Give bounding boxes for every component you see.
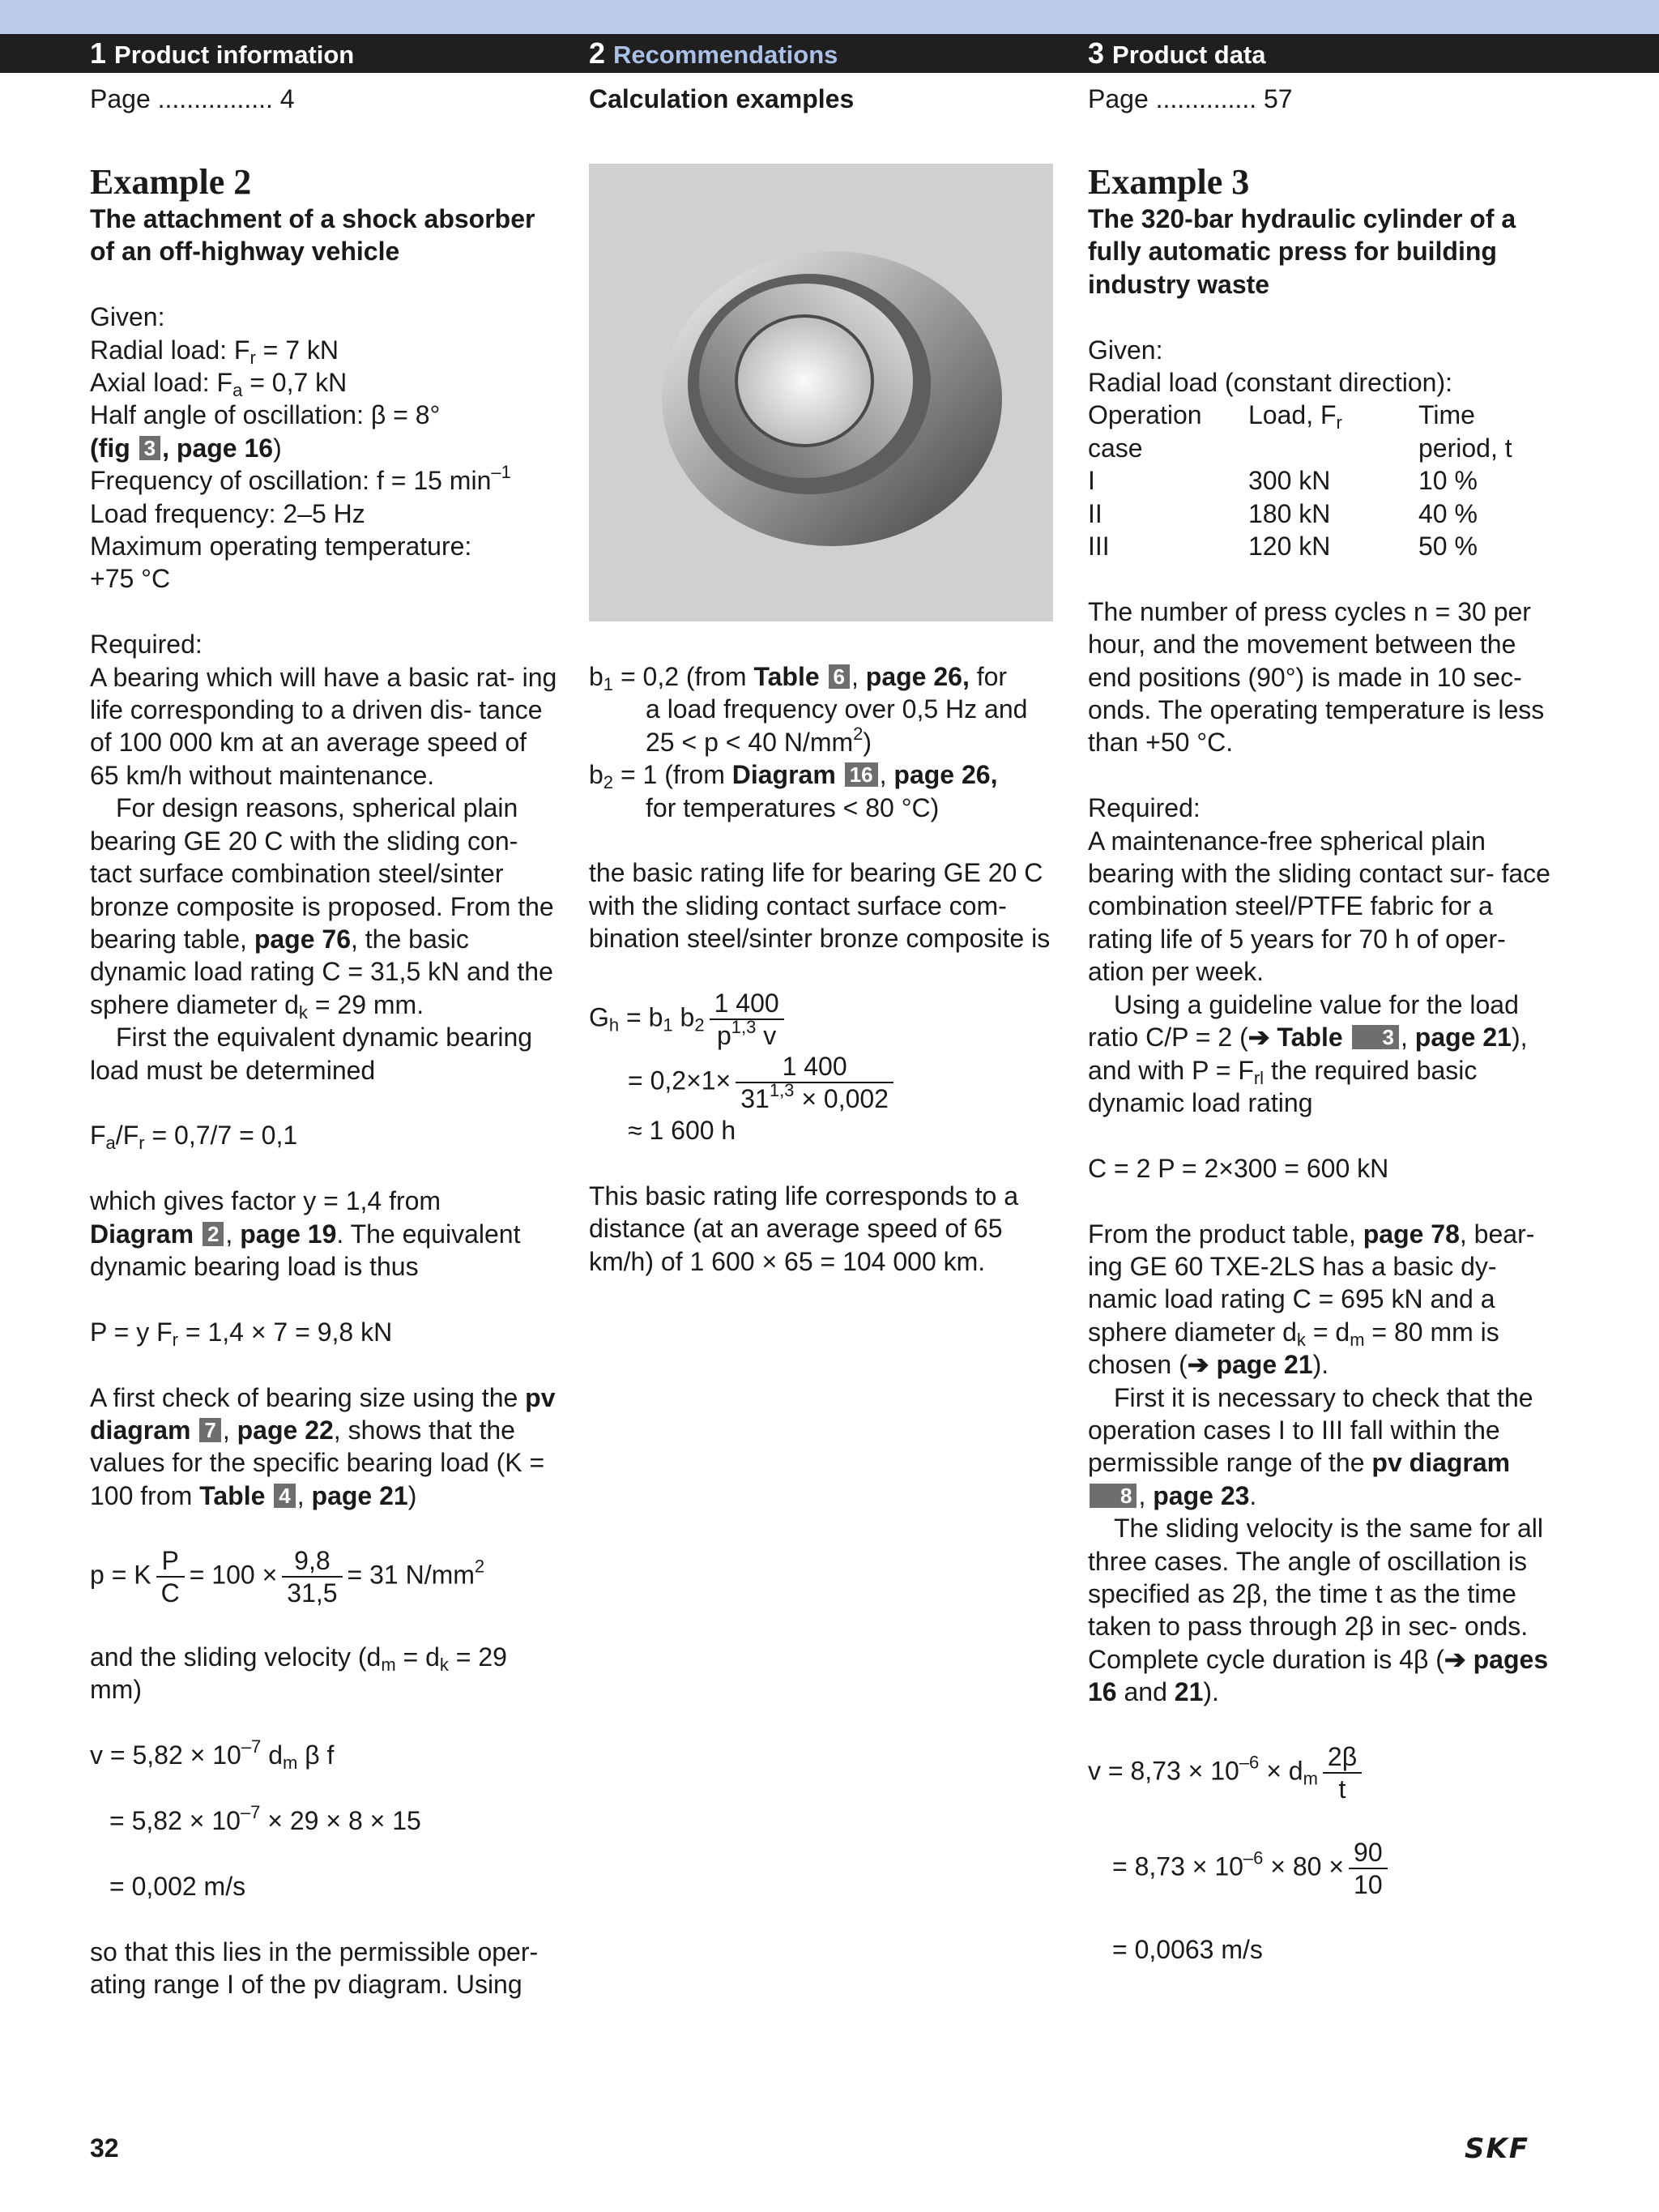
page-link-left[interactable]: Page ................ 4 [90,84,295,113]
v-formula-2: = $8,73 \times 10^{-6} \times 80$ × $\frac{90}{10}$ [1088,1837,1558,1900]
b2-line: $b_2 = 1$ (from Diagram 16 , page 26, [589,760,998,793]
section-title: Calculation examples [589,84,855,113]
tab-label: Product data [1112,41,1266,69]
v-formula-3: = 0,0063 m/s [1112,1934,1263,1964]
b1-line: $b_1 = 0,2$ (from Table 6 , page 26, for [589,662,1008,694]
given-label: Given: [90,302,165,332]
table-cell: 120 kN [1248,532,1331,562]
diagram-ref-box[interactable]: 2 [203,1222,224,1246]
table-cell: 10 % [1418,466,1478,496]
middle-column [589,660,1067,1278]
pv-ref-box[interactable]: 8 [1090,1484,1137,1508]
example-3-subtitle: The 320-bar hydraulic cylinder of a fully automatic press for building industry waste [1088,204,1516,299]
required-label: Required: [90,630,203,660]
b1-line-2: a load frequency over 0,5 Hz and [646,694,1028,724]
table-ref-box[interactable]: 4 [274,1484,295,1508]
first-text: First it is necessary to check that the operation cases I to III fall within the permissible range of the pv diagram 8 , page 23. [1088,1382,1533,1510]
ratio-equation: $F_a/F_r = 0,7/7 = 0,1$ [90,1121,298,1154]
tab-label: Product information [114,41,355,69]
p-formula: p = K $\frac{P}{C}$ = 100 × $\frac{9,8}{31,5}$ = 31 $N/mm^2$ [90,1545,485,1608]
table-header: Time [1418,400,1475,430]
page-link-right[interactable]: Page .............. 57 [1088,84,1293,113]
top-color-band [0,0,1659,34]
example-2-title: Example 2 [90,162,252,202]
max-temp-label: Maximum operating temperature: [90,532,472,562]
table-cell: 180 kN [1248,498,1331,528]
bearing-photo [589,164,1053,621]
table-ref-box[interactable]: 6 [829,664,850,689]
table-cell: III [1088,532,1110,562]
arrow-icon: ➔ [1247,1023,1270,1053]
tab-product-information[interactable] [90,34,354,73]
max-temp-value: +75 °C [90,564,171,594]
radial-load: Radial load: $F_r = 7$ kN [90,335,339,368]
arrow-icon: ➔ [1187,1350,1209,1380]
table-cell: 50 % [1418,532,1478,562]
right-column [1088,162,1558,1966]
tab-number: 1 [90,36,107,70]
p-equation: P = y $F_r = 1,4 \times 7 = 9,8$ kN [90,1317,393,1350]
tab-recommendations[interactable] [589,34,838,73]
first-text: First the equivalent dynamic bearing load must be determined [90,1023,533,1085]
required-text: A maintenance-free spherical plain bearing with the sliding contact sur- face combination steel/PTFE fabric for a rating life of 5 years for 70 h of oper- ation per week. [1088,826,1550,987]
sliding-text: The sliding velocity is the same for all three cases. The angle of oscillation is specified as 2β, the time t as the time taken to pass through 2β in sec- onds. Complete cycle duration is 4β (➔ pages 16 and 21). [1088,1514,1549,1707]
required-label: Required: [1088,793,1201,823]
arrow-icon: ➔ [1444,1644,1466,1674]
spherical-plain-bearing-image [589,164,1053,621]
table-cell: 40 % [1418,498,1478,528]
tab-label: Recommendations [613,41,838,69]
tab-number: 2 [589,36,606,70]
gh-approx: ≈ 1 600 h [628,1116,736,1146]
table-cell: I [1088,466,1095,496]
b1-line-3: 25 < p < 40 $N/mm^2$) [646,723,872,757]
product-text: From the product table, page 78, bear- ing GE 60 TXE-2LS has a basic dy- namic load rating C = 695 kN and a sphere diameter $d_k = d_m = 80$ mm is chosen (➔ page 21). [1088,1219,1535,1380]
b2-line-2: for temperatures < 80 °C) [646,792,940,822]
life-text: the basic rating life for bearing GE 20 C with the sliding contact surface com- bination steel/sinter bronze composite is [589,858,1051,954]
gh-formula: $G_h = b_1$ $b_2$ $\frac{1 400}{p^{1,3} v}$ [589,988,1067,1051]
given-label: Given: [1088,335,1163,365]
pv-ref-box[interactable]: 7 [199,1418,220,1442]
closing-text: so that this lies in the permissible oper- ating range I of the pv diagram. Using [90,1937,539,1999]
guideline-text: Using a guideline value for the load ratio C/P = 2 (➔ Table 3 , page 21), and with $P = F_{rl}$ the required basic dynamic load rating [1088,989,1528,1117]
fig-ref-box[interactable]: 3 [139,436,160,460]
velocity-text: and the sliding velocity ($d_m = d_k = 29$ mm) [90,1642,507,1705]
table-header: Operation [1088,400,1202,430]
distance-text: This basic rating life corresponds to a distance (at an average speed of 65 km/h) of 1 600 × 65 = 104 000 km. [589,1181,1019,1276]
c-equation: C = 2 P = 2×300 = 600 kN [1088,1153,1389,1183]
tab-number: 3 [1088,36,1105,70]
v-formula-2: = $5,82 \times 10^{-7} \times 29 \times 8 \times 15$ [109,1801,421,1835]
tab-product-data[interactable] [1088,34,1266,73]
example-3-title: Example 3 [1088,162,1250,202]
load-cases-table [1088,399,1558,562]
v-formula-1: $v = 5,82 \times 10^{-7}$ $d_m$ β f [90,1736,335,1774]
v-formula-3: = 0,002 m/s [109,1871,246,1901]
check-text: A first check of bearing size using the pv diagram 7 , page 22, shows that the values for the specific bearing load (K = 100 from Table 4 , page 21) [90,1382,556,1510]
table-header: case [1088,433,1143,463]
required-text: A bearing which will have a basic rat- ing life corresponding to a driven dis- tance of 100 000 km at an average speed of 65 km/h without maintenance. [90,662,557,790]
load-frequency: Load frequency: 2–5 Hz [90,498,365,528]
v-formula-1: $v = 8,73 \times 10^{-6} \times d_m$ $\frac{2\beta}{t}$ [1088,1741,1558,1804]
left-column [90,162,560,2001]
table-header: period, t [1418,433,1512,463]
cycles-text: The number of press cycles n = 30 per hour, and the movement between the end positions (90°) is made in 10 sec- onds. The operating temperature is less than +50 °C. [1088,596,1545,758]
table-cell: 300 kN [1248,466,1331,496]
skf-logo: SKF [1465,2133,1530,2165]
table-header: Load, $F_r$ [1248,400,1342,433]
axial-load: Axial load: $F_a = 0,7$ kN [90,368,348,401]
fig-reference: (fig 3 , page 16) [90,433,282,463]
page-number: 32 [90,2133,119,2163]
table-cell: II [1088,498,1102,528]
gh-calc: = 0,2×1× $\frac{1 400}{31^{1,3} \times 0,002}$ [589,1051,1067,1114]
half-angle: Half angle of oscillation: β = 8° [90,400,441,430]
diagram-ref-box[interactable]: 16 [845,762,878,787]
table-ref-box[interactable]: 3 [1352,1025,1399,1049]
example-2-subtitle: The attachment of a shock absorber of an off-highway vehicle [90,204,535,267]
design-text: For design reasons, spherical plain bearing GE 20 C with the sliding con- tact surface combination steel/sinter bronze composite is proposed. From the bearing table, page 76, the basic dynamic load rating C = 31,5 kN and the sphere diameter $d_k = 29$ mm. [90,793,554,1023]
table-header [1248,432,1418,464]
factor-text: which gives factor y = 1,4 from Diagram 2 , page 19. The equivalent dynamic bearing load is thus [90,1186,521,1281]
frequency-oscillation: Frequency of oscillation: f = 15 $\min^{-1}$ [90,462,511,496]
radial-label: Radial load (constant direction): [1088,368,1453,398]
